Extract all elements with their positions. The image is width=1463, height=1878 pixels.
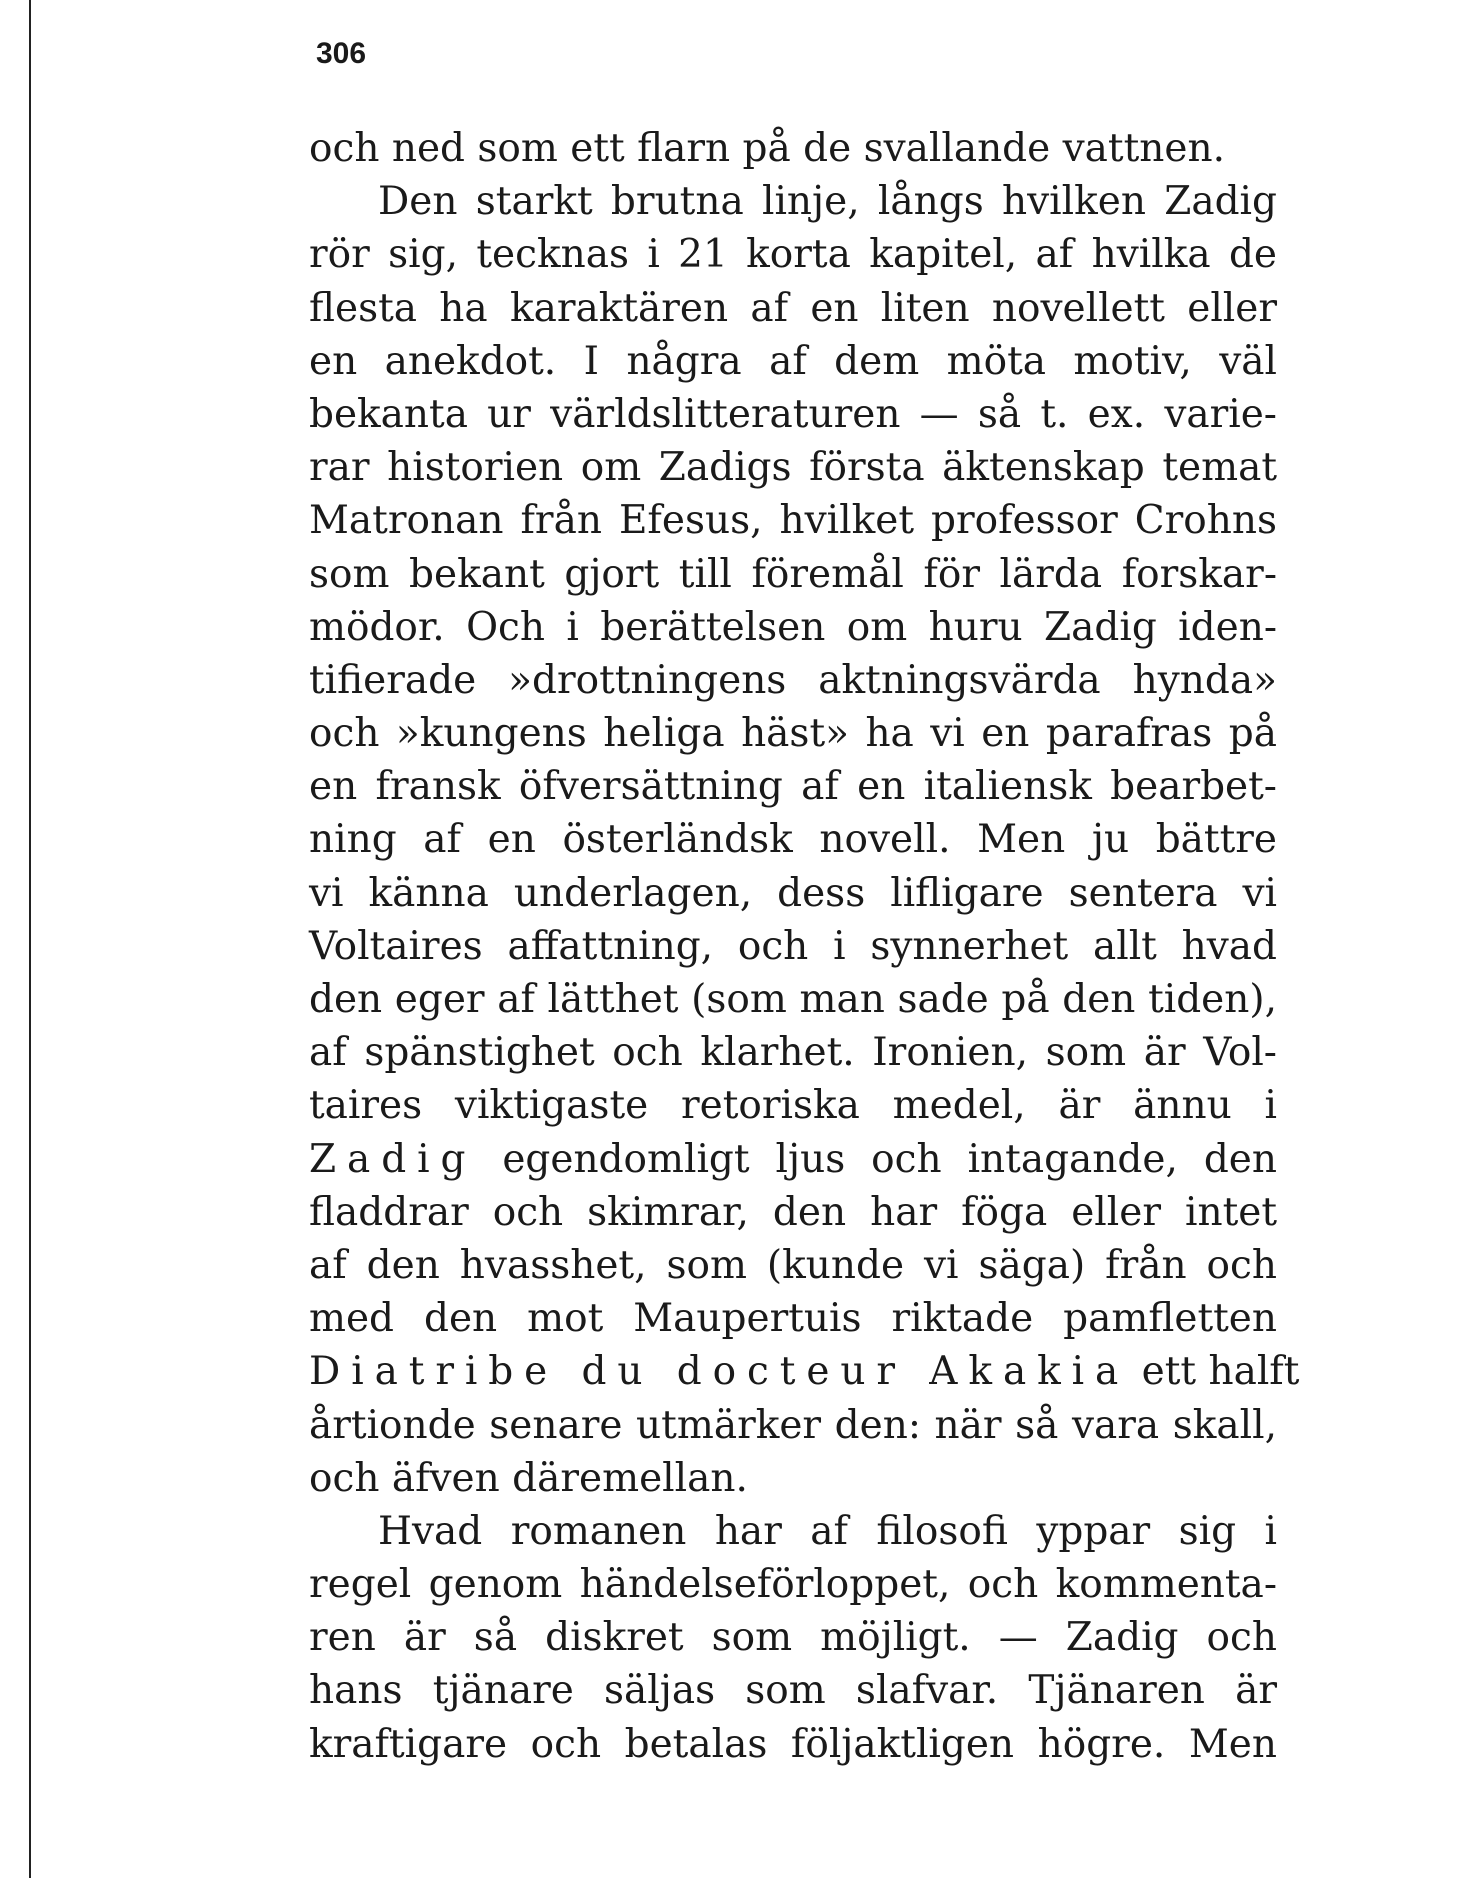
text-line: fladdrar och skimrar, den har föga eller intet <box>309 1189 1277 1235</box>
text-line: taires viktigaste retoriska medel, är ännu i <box>309 1083 1277 1129</box>
text-line: hans tjänare säljas som slafvar. Tjänaren är <box>309 1668 1277 1714</box>
text-line: tifierade »drottningens aktningsvärda hynda» <box>309 657 1277 703</box>
emphasized-title: Zadig <box>309 1136 477 1182</box>
text-line: som bekant gjort till föremål för lärda forskar- <box>309 551 1277 597</box>
text-line: och ned som ett flarn på de svallande vattnen. <box>309 126 1225 171</box>
text-line: med den mot Maupertuis riktade pamfletten <box>309 1296 1277 1342</box>
text-line <box>309 1345 1300 1398</box>
text-line: Voltaires affattning, och i synnerhet allt hvad <box>309 923 1277 969</box>
text-line: regel genom händelseförloppet, och kommenta- <box>309 1562 1277 1608</box>
text-line: en anekdot. I några af dem möta motiv, väl <box>309 338 1277 384</box>
text-line: och »kungens heliga häst» ha vi en parafras på <box>309 711 1277 757</box>
text-line: flesta ha karaktären af en liten novellett eller <box>309 285 1277 331</box>
emphasized-title: Diatribe du docteur Akakia <box>309 1349 1130 1395</box>
text-line: af spänstighet och klarhet. Ironien, som är Vol- <box>309 1030 1277 1076</box>
page-body-text <box>309 122 1300 1771</box>
text-line: kraftigare och betalas följaktligen högre. Men <box>309 1721 1277 1767</box>
text-line: ren är så diskret som möjligt. — Zadig och <box>309 1615 1277 1661</box>
text-line: mödor. Och i berättelsen om huru Zadig iden- <box>309 604 1277 650</box>
text-line: den eger af lätthet (som man sade på den tiden), <box>309 977 1277 1022</box>
text-line: och äfven däremellan. <box>309 1455 748 1501</box>
text-line: rar historien om Zadigs första äktenskap temat <box>309 445 1277 491</box>
text-line: vi känna underlagen, dess lifligare sentera vi <box>309 870 1277 916</box>
text-line <box>309 1133 1277 1186</box>
text-line: Hvad romanen har af filosofi yppar sig i <box>378 1508 1277 1554</box>
text-line: Matronan från Efesus, hvilket professor Crohns <box>309 498 1277 544</box>
text-line: bekanta ur världslitteraturen — så t. ex. varie- <box>309 391 1277 437</box>
text-line: ning af en österländsk novell. Men ju bättre <box>309 817 1277 863</box>
text-line: en fransk öfversättning af en italiensk bearbet- <box>309 764 1277 810</box>
text-line: rör sig, tecknas i 21 korta kapitel, af hvilka de <box>309 232 1277 278</box>
text-line: årtionde senare utmärker den: när så vara skall, <box>309 1402 1277 1448</box>
text-line: Den starkt brutna linje, långs hvilken Zadig <box>378 179 1277 225</box>
text-line: af den hvasshet, som (kunde vi säga) från och <box>309 1242 1277 1288</box>
text-segment: egendomligt ljus och intagande, den <box>476 1136 1277 1182</box>
page-edge-rule <box>29 0 31 1878</box>
page-number: 306 <box>316 37 367 70</box>
text-segment: ett halft <box>1129 1349 1300 1395</box>
